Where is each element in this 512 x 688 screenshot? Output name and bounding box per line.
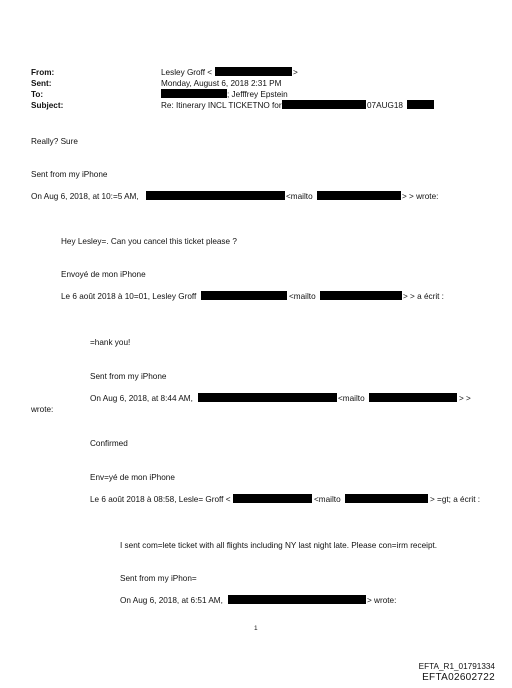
redaction-box [233,494,312,503]
body-line: > > a écrit : [403,292,444,301]
redaction-box [201,291,287,300]
body-line: > > [459,394,471,403]
from-value-end: > [293,68,298,77]
body-line: Sent from my iPhone [90,372,167,381]
subject-value: Re: Itinerary INCL TICKETNO for [161,101,282,110]
from-value: Lesley Groff < [161,68,213,77]
body-line: On Aug 6, 2018, at 10:=5 AM, [31,192,139,201]
redaction-box [320,291,402,300]
body-line: <mailto [314,495,341,504]
redaction-box [161,89,227,98]
body-line: Le 6 août 2018 à 10=01, Lesley Groff [61,292,197,301]
body-line: Sent from my iPhon= [120,574,197,583]
body-line: > wrote: [367,596,397,605]
body-line: Really? Sure [31,137,78,146]
body-line: Envoyé de mon iPhone [61,270,146,279]
redaction-box [345,494,428,503]
redaction-box [215,67,292,76]
subject-code: 07AUG18 [367,101,403,110]
body-line: Confirmed [90,439,128,448]
body-line: =hank you! [90,338,131,347]
body-line: Le 6 août 2018 à 08:58, Lesle= Groff < [90,495,231,504]
body-line: I sent com=lete ticket with all flights including NY last night late. Please con=irm receipt. [120,541,438,550]
to-label: To: [31,90,44,99]
redaction-box [228,595,366,604]
body-line: <mailto [338,394,365,403]
bates-id-1: EFTA_R1_01791334 [418,662,495,671]
redaction-box [407,100,434,109]
bates-id-2: EFTA02602722 [422,672,495,683]
body-line: Sent from my iPhone [31,170,108,179]
from-label: From: [31,68,55,77]
redaction-box [282,100,366,109]
body-line: wrote: [31,405,54,414]
body-line: > > wrote: [402,192,439,201]
body-line: > =gt; a écrit : [430,495,481,504]
subject-label: Subject: [31,101,64,110]
body-line: Hey Lesley=. Can you cancel this ticket please ? [61,237,237,246]
body-line: Env=yé de mon iPhone [90,473,175,482]
body-line: On Aug 6, 2018, at 8:44 AM, [90,394,193,403]
body-line: On Aug 6, 2018, at 6:51 AM, [120,596,223,605]
page-number: 1 [254,625,258,632]
sent-value: Monday, August 6, 2018 2:31 PM [161,79,282,88]
to-value: ; Jefffrey Epstein [227,90,288,99]
redaction-box [317,191,401,200]
redaction-box [198,393,337,402]
body-line: <mailto [289,292,316,301]
redaction-box [146,191,285,200]
redaction-box [369,393,457,402]
sent-label: Sent: [31,79,52,88]
body-line: <mailto [286,192,313,201]
